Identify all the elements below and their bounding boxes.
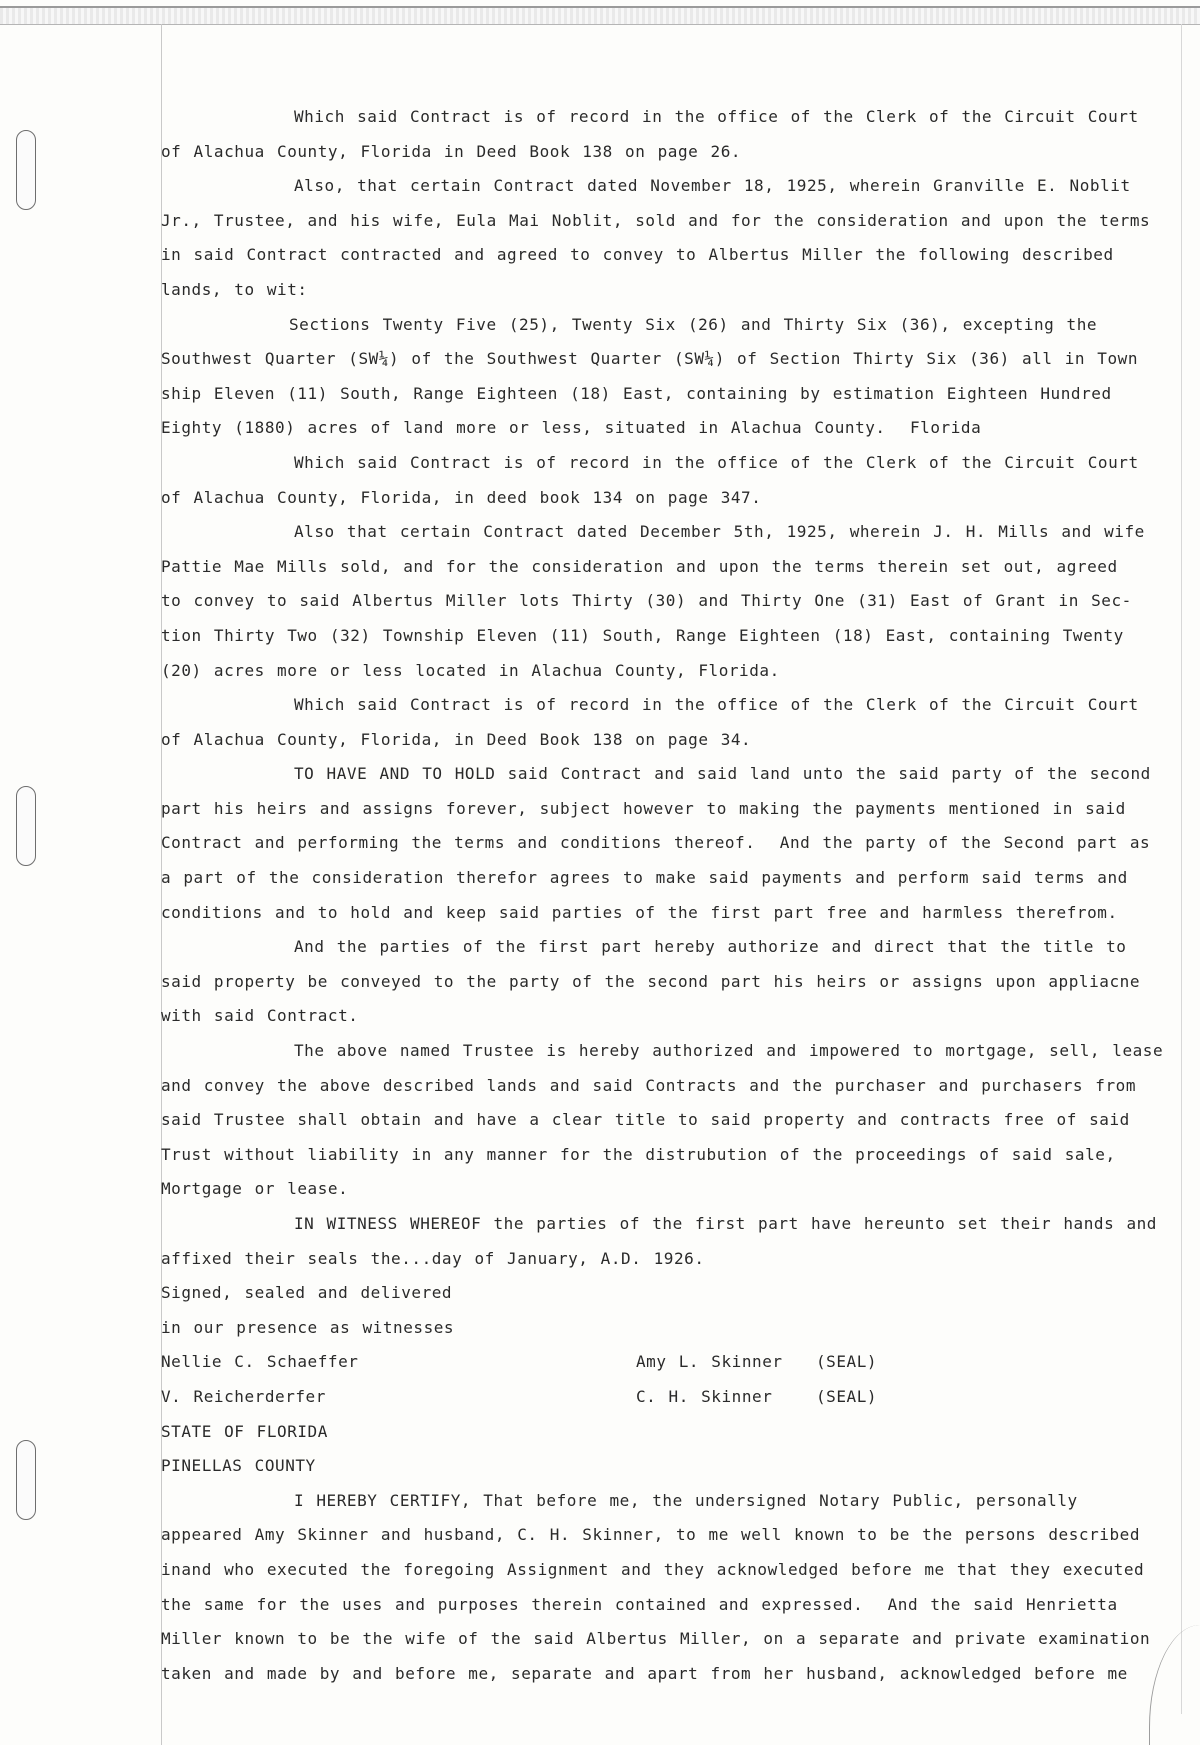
witness-name: Nellie C. Schaeffer <box>161 1352 359 1372</box>
text-line: Contract and performing the terms and conditions thereof. And the party of the Second part as <box>161 833 1151 853</box>
text-line: of Alachua County, Florida, in Deed Book 138 on page 34. <box>161 729 752 749</box>
seal-label: (SEAL) <box>816 1352 878 1372</box>
text-line: IN WITNESS WHEREOF the parties of the first part have hereunto set their hands and <box>294 1214 1157 1233</box>
text-line: said Trustee shall obtain and have a clear title to said property and contracts free of said <box>161 1110 1130 1130</box>
signer-name: Amy L. Skinner <box>636 1352 783 1372</box>
text-line: to convey to said Albertus Miller lots Thirty (30) and Thirty One (31) East of Grant in Sec- <box>161 591 1132 611</box>
text-line: The above named Trustee is hereby authorized and impowered to mortgage, sell, lease <box>294 1041 1164 1061</box>
text-line: I HEREBY CERTIFY, That before me, the undersigned Notary Public, personally <box>294 1490 1078 1510</box>
text-line: Which said Contract is of record in the office of the Clerk of the Circuit Court <box>294 452 1139 472</box>
text-line: Jr., Trustee, and his wife, Eula Mai Noblit, sold and for the consideration and upon the terms <box>161 210 1151 230</box>
text-line: Also, that certain Contract dated November 18, 1925, wherein Granville E. Noblit <box>294 176 1131 196</box>
text-line: Eighty (1880) acres of land more or less, situated in Alachua County. Florida <box>161 418 982 438</box>
text-line: Which said Contract is of record in the office of the Clerk of the Circuit Court <box>294 695 1139 715</box>
signature-row <box>161 1345 1161 1380</box>
punch-hole-icon <box>16 1440 36 1520</box>
text-line: (20) acres more or less located in Alachua County, Florida. <box>161 660 780 680</box>
text-line: And the parties of the first part hereby authorize and direct that the title to <box>294 937 1127 957</box>
text-line: in said Contract contracted and agreed to convey to Albertus Miller the following described <box>161 245 1114 265</box>
text-line: and convey the above described lands and said Contracts and the purchaser and purchasers from <box>161 1075 1137 1095</box>
text-line: TO HAVE AND TO HOLD said Contract and said land unto the said party of the second <box>294 764 1151 784</box>
text-line: in our presence as witnesses <box>161 1317 455 1337</box>
text-line: Sections Twenty Five (25), Twenty Six (26) and Thirty Six (36), excepting the <box>289 314 1098 334</box>
text-line: ship Eleven (11) South, Range Eighteen (18) East, containing by estimation Eighteen Hundred <box>161 383 1112 403</box>
text-line: said property be conveyed to the party of the second part his heirs or assigns upon appliacne <box>161 971 1141 991</box>
punch-hole-icon <box>16 130 36 210</box>
text-line: Southwest Quarter (SW¼) of the Southwest Quarter (SW¼) of Section Thirty Six (36) all in Town <box>161 349 1139 369</box>
text-line: tion Thirty Two (32) Township Eleven (11) South, Range Eighteen (18) East, containing Twenty <box>161 625 1124 645</box>
text-line: Signed, sealed and delivered <box>161 1283 453 1303</box>
text-line: the same for the uses and purposes therein contained and expressed. And the said Henrietta <box>161 1594 1118 1614</box>
document-body <box>161 100 1164 1691</box>
top-binding-strip <box>0 6 1200 25</box>
text-line: appeared Amy Skinner and husband, C. H. Skinner, to me well known to be the persons described <box>161 1525 1141 1545</box>
witness-name: V. Reicherderfer <box>161 1386 326 1406</box>
text-line: with said Contract. <box>161 1006 359 1026</box>
text-line: part his heirs and assigns forever, subject however to making the payments mentioned in said <box>161 798 1126 818</box>
signer-name: C. H. Skinner <box>636 1386 773 1406</box>
text-line: taken and made by and before me, separate and apart from her husband, acknowledged before me <box>161 1663 1128 1683</box>
text-line: a part of the consideration therefor agrees to make said payments and perform said terms and <box>161 868 1128 888</box>
text-line: of Alachua County, Florida, in deed book 134 on page 347. <box>161 487 762 507</box>
text-line: Trust without liability in any manner for the distrubution of the proceedings of said sale, <box>161 1144 1116 1164</box>
text-line: STATE OF FLORIDA <box>161 1421 328 1441</box>
text-line: Which said Contract is of record in the office of the Clerk of the Circuit Court <box>294 107 1139 126</box>
text-line: PINELLAS COUNTY <box>161 1456 316 1476</box>
signature-row <box>161 1380 1161 1415</box>
text-line: Mortgage or lease. <box>161 1179 349 1199</box>
right-page-edge <box>1181 24 1182 1714</box>
seal-label: (SEAL) <box>816 1386 878 1406</box>
text-line: affixed their seals the...day of January, A.D. 1926. <box>161 1248 705 1268</box>
text-line: of Alachua County, Florida in Deed Book 138 on page 26. <box>161 141 742 161</box>
text-line: lands, to wit: <box>161 279 308 299</box>
punch-hole-icon <box>16 786 36 866</box>
text-line: conditions and to hold and keep said parties of the first part free and harmless therefrom. <box>161 902 1118 922</box>
text-line: Also that certain Contract dated December 5th, 1925, wherein J. H. Mills and wife <box>294 522 1145 542</box>
text-line: Miller known to be the wife of the said Albertus Miller, on a separate and private examination <box>161 1629 1151 1649</box>
text-line: Pattie Mae Mills sold, and for the consideration and upon the terms therein set out, agreed <box>161 556 1118 576</box>
text-line: inand who executed the foregoing Assignment and they acknowledged before me that they executed <box>161 1559 1145 1579</box>
